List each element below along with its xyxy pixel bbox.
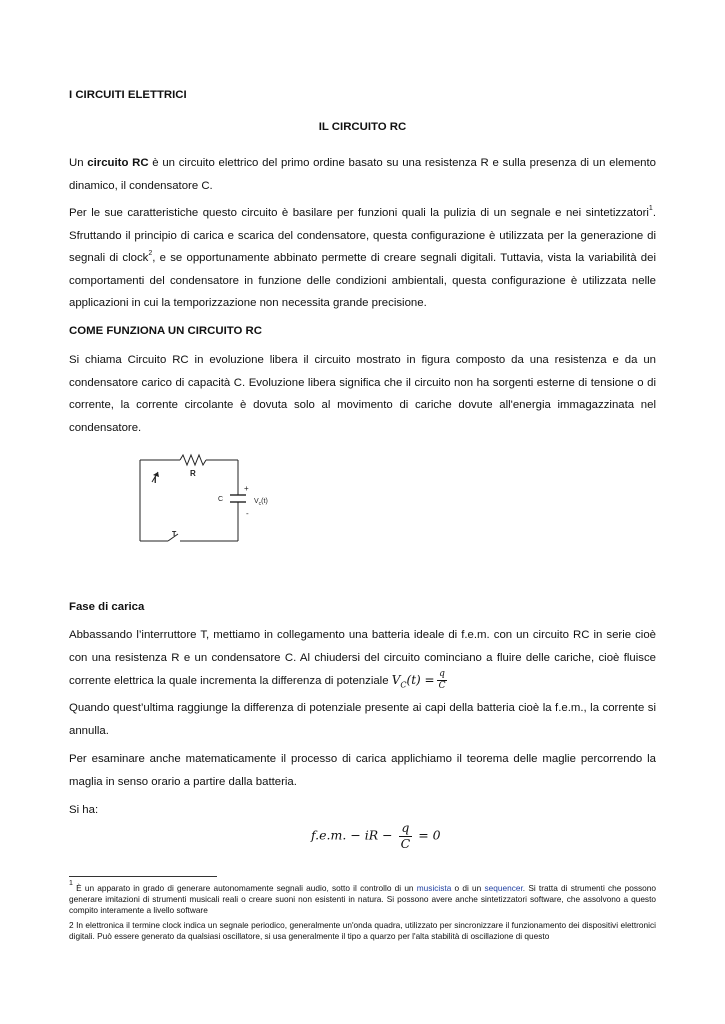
link-sequencer[interactable]: sequencer: [484, 883, 523, 893]
intro-text: Un: [69, 157, 88, 169]
intro-bold-term: circuito RC: [87, 157, 149, 169]
vc-num: q: [437, 670, 448, 681]
how-heading: COME FUNZIONA UN CIRCUITO RC: [69, 325, 263, 337]
charge-paragraph-3: Per esaminare anche matematicamente il processo di carica applichiamo il teorema delle maglie percorrendo la maglia in senso orario a partire dalla batteria.: [69, 753, 656, 788]
resistor-zigzag: [180, 455, 206, 465]
eq-lhs: f.e.m. − iR −: [311, 827, 393, 843]
si-ha-label: Si ha:: [69, 804, 99, 816]
vc-V: V: [391, 673, 401, 688]
label-minus: -: [246, 509, 249, 518]
eq-rhs: = 0: [418, 827, 441, 843]
vc-den: C: [438, 681, 446, 692]
charge-p1-text: Abbassando l’interruttore T, mettiamo in collegamento una batteria ideale di f.e.m. con un circuito RC in serie cioè con una resistenza R e un condensatore C. Al chiudersi del circuito cominciano a fluire delle cariche, cioè fluisce corrente elettrica la quale incrementa la differenza di potenziale: [69, 629, 656, 688]
how-paragraph: Si chiama Circuito RC in evoluzione libera il circuito mostrato in figura composto da una resistenza e da un condensatore carico di capacità C. Evoluzione libera significa che il circuito non ha sorgenti esterne di tensione o di corrente, la corrente circolante è dovuta solo al movimento di cariche dovute all'energia immagazzinata nel condensatore.: [69, 354, 656, 434]
label-V-main: V: [254, 498, 259, 505]
rc-circuit-diagram: [130, 448, 280, 551]
footnote-separator: [69, 876, 217, 877]
label-plus: +: [244, 484, 249, 493]
intro-text-cont: è un circuito elettrico del primo ordine basato su una resistenza R e sulla presenza di un elemento dinamico, il condensatore C.: [69, 157, 657, 192]
footnote-1-text-a: È un apparato in grado di generare autonomamente segnali audio, sotto il controllo di un: [72, 883, 417, 893]
footnote-2: 2 In elettronica il termine clock indica un segnale periodico, generalmente un'onda quadra, utilizzato per sincronizzare il funzionamento dei dispositivi elettronici digitali. Può essere generato da qualsiasi oscillatore, si usa generalmente il tipo a quarzo per l'alta stabilità di oscillazione di questo: [69, 920, 656, 942]
p2-text-a: Per le sue caratteristiche questo circuito è basilare per funzioni quali la pulizia di un segnale e nei sintetizzatori: [69, 207, 649, 219]
section-title: I CIRCUITI ELETTRICI: [69, 89, 187, 101]
vc-equation: [391, 669, 450, 692]
eq-num: q: [399, 822, 413, 837]
intro-paragraph-1: [69, 152, 656, 197]
p2-text-b: . Sfruttando il principio di carica e scarica del condensatore, questa configurazione è utilizzata per la generazione di segnali di clock: [69, 207, 656, 265]
vc-fraction: [437, 670, 448, 691]
charge-heading: Fase di carica: [69, 601, 145, 613]
label-R: R: [190, 469, 196, 478]
charge-paragraph-2: Quando quest’ultima raggiunge la differenza di potenziale presente ai capi della batteria cioè la f.e.m., la corrente si annulla.: [69, 702, 656, 737]
p2-text-c: , e se opportunamente abbinato permette di creare segnali digitali. Tuttavia, vista la variabilità dei comportamenti del condensatore in funzione delle condizioni ambientali, questa configurazione è utilizzata nelle applicazioni in cui la temporizzazione non necessita grande precisione.: [69, 252, 656, 310]
label-V: [254, 498, 268, 507]
intro-paragraph-2: [69, 202, 656, 315]
charge-paragraph-1: [69, 624, 656, 697]
label-I: I: [154, 475, 157, 485]
footnote-1-text-c: . Si tratta di strumenti che possono generare imitazioni di strumenti musicali reali o creare suoni non esistenti in natura. Si possono avere anche sintetizzatori software, che assolvono a questo compito interamente a livello software: [69, 883, 656, 916]
label-V-arg: (t): [261, 498, 268, 505]
label-T: T: [172, 531, 177, 538]
footnote-1-text-b: o di un: [451, 883, 485, 893]
footnote-ref-1[interactable]: 1: [648, 205, 653, 212]
vc-sub: C: [400, 680, 407, 690]
footnote-ref-2[interactable]: 2: [148, 250, 153, 258]
footnote-1-mark: 1: [69, 880, 73, 887]
link-musicista[interactable]: musicista: [416, 883, 452, 893]
vc-arg: (t) =: [406, 673, 435, 688]
label-V-sub: c: [258, 501, 262, 507]
main-title: IL CIRCUITO RC: [318, 121, 407, 133]
label-C: C: [218, 496, 224, 503]
circuit-svg: [130, 448, 280, 548]
footnote-1: [69, 880, 656, 917]
eq-den: C: [400, 835, 411, 851]
kirchhoff-equation: [311, 822, 441, 850]
eq-fraction: [399, 822, 413, 850]
